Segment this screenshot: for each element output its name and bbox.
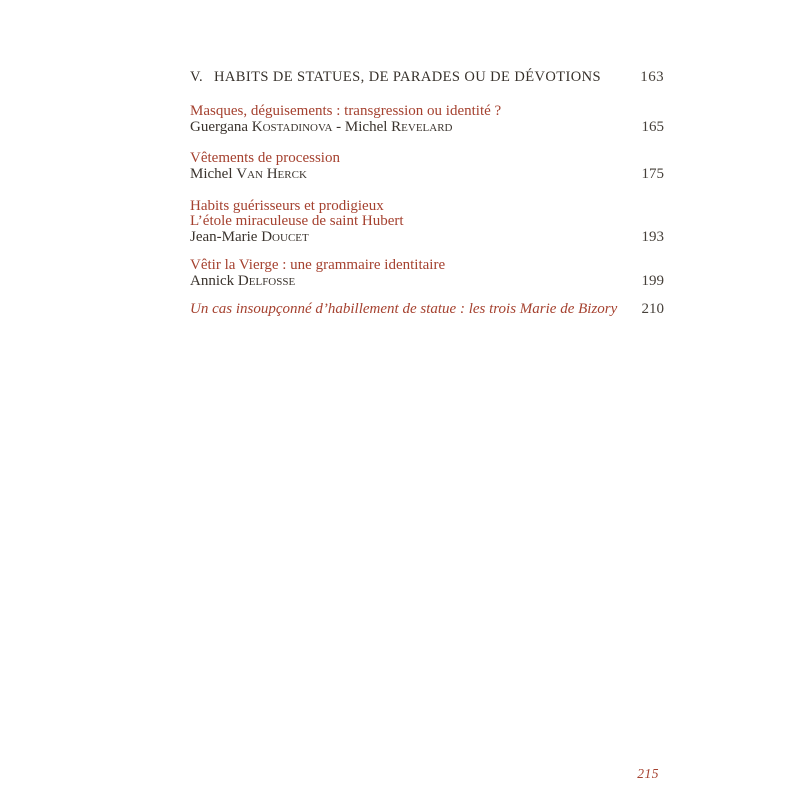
author-surname: Delfosse <box>237 273 296 289</box>
entry-author-row <box>190 229 664 245</box>
author-given: Guergana <box>190 119 252 135</box>
folio-page-number: 215 <box>637 766 659 781</box>
page-number: 210 <box>641 301 664 317</box>
entry-title: Habits guérisseurs et prodigieux <box>190 198 384 214</box>
entry-author <box>190 119 453 135</box>
entry-title: Masques, déguisements : transgression ou identité ? <box>190 103 502 119</box>
entry-author-row <box>190 273 664 289</box>
author-given: Michel <box>190 166 237 182</box>
author-surname: Van Herck <box>236 166 307 182</box>
section-number: V. <box>190 69 204 85</box>
section-heading-row <box>190 69 664 85</box>
author-given: - Michel <box>332 119 392 135</box>
page-number: 165 <box>641 119 664 135</box>
page-number: 199 <box>641 273 664 289</box>
entry-title: Vêtements de procession <box>190 150 340 166</box>
page-number: 175 <box>641 166 664 182</box>
author-given: Jean-Marie <box>190 229 262 245</box>
entry-title: Vêtir la Vierge : une grammaire identitaire <box>190 257 446 273</box>
author-surname: Revelard <box>391 119 453 135</box>
page-number: 163 <box>640 69 664 85</box>
entry-title: Un cas insoupçonné d’habillement de statue : les trois Marie de Bizory <box>190 301 618 317</box>
author-surname: Doucet <box>261 229 309 245</box>
section-title: HABITS DE STATUES, DE PARADES OU DE DÉVOTIONS <box>214 69 601 85</box>
page-number: 193 <box>641 229 664 245</box>
entry-author <box>190 166 307 182</box>
entry-author <box>190 273 295 289</box>
entry-author <box>190 229 309 245</box>
author-given: Annick <box>190 273 238 289</box>
entry-title-row <box>190 301 664 317</box>
entry-author-row <box>190 166 664 182</box>
section-heading <box>190 69 601 85</box>
entry-author-row <box>190 119 664 135</box>
author-surname: Kostadinova <box>251 119 333 135</box>
entry-title: L’étole miraculeuse de saint Hubert <box>190 213 404 229</box>
